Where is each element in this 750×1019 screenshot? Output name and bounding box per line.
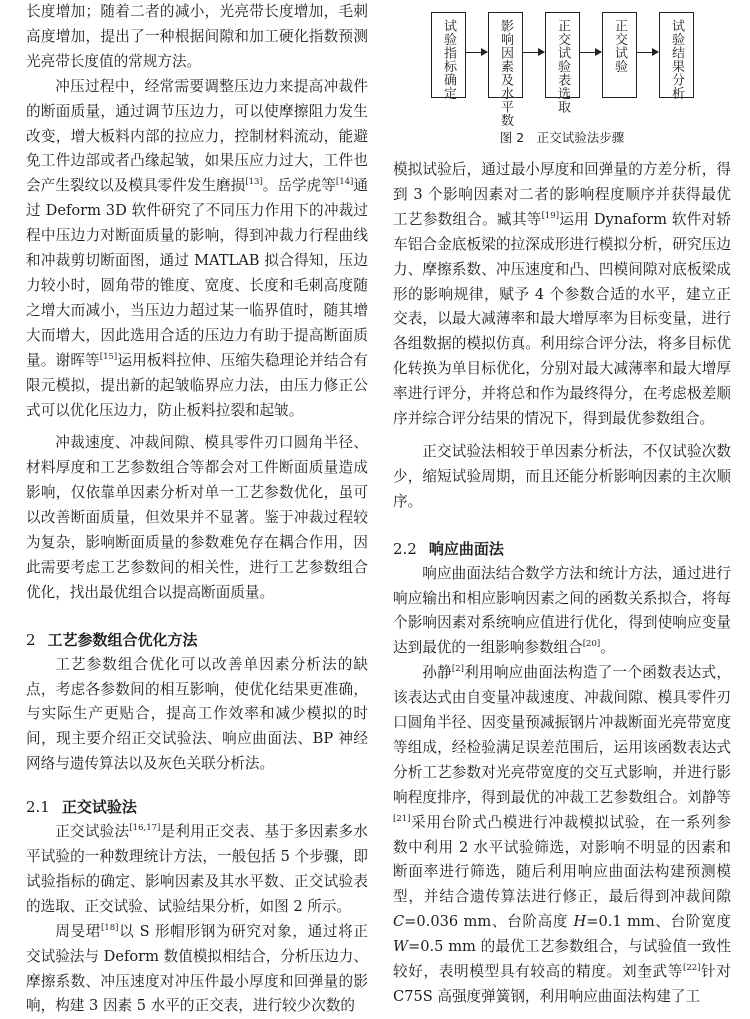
paragraph-text: 正交试验法 [55,823,130,841]
math-variable: C [393,913,405,931]
paragraph [393,562,731,662]
arrow-right-icon [522,52,544,53]
paragraph [26,653,368,778]
paragraph-text: =0.036 mm、台阶高度 [404,913,574,931]
left-column [26,0,368,1019]
section-title: 响应曲面法 [428,539,504,558]
citation: [18] [100,922,119,933]
arrow-right-icon [636,52,658,53]
flow-box-label: 正交试验表选取 [555,19,570,114]
section-title: 正交试验法 [61,798,137,817]
paragraph-text: 利用响应曲面法构造了一个函数表达式，该表达式由自变量冲裁速度、冲裁间隙、模具零件刃口圆角半径、因变量预减振钢片冲裁断面光亮带宽度等组成，经检验满足误差范围后，运用该函数表达式分析工艺参数对光亮带宽度的交互式影响，并进行影响程度排序，得到最优的冲裁工艺参数组合。刘静等 [393,664,731,806]
paragraph [393,440,731,515]
flowchart [393,12,731,127]
flow-box [488,12,523,127]
paragraph-text: 针对 C75S 高强度弹簧钢，利用响应曲面法构建了工 [393,963,731,1005]
flow-box [431,12,466,98]
math-variable: W [393,938,408,956]
paragraph [393,158,731,432]
subsection-heading [393,537,731,562]
paragraph-text: 正交试验法相较于单因素分析法，不仅试验次数少，缩短试验周期，而且还能分析影响因素的主次顺序。 [393,442,731,510]
flow-box-label: 影响因素及水平数 [498,19,513,127]
citation: [15] [99,351,118,362]
arrow-right-icon [579,52,601,53]
citation: [22] [683,963,701,974]
citation: [21] [393,813,411,824]
flow-box-label: 试验结果分析 [669,19,684,100]
paragraph [26,820,368,920]
paragraph-text: 。岳学虎等 [262,177,336,195]
citation: [20] [582,639,601,650]
citation: [14] [335,177,354,188]
paragraph-text: 运用 Dynaform 软件对轿车铝合金底板梁的拉深成形进行模拟分析，研究压边力、摩擦系数、冲压速度和凸、凹模间隙对底板梁成形的影响规律，赋予 4 个参数合适的水平，建立正交表，以最大减薄率和最大增厚率为目标变量，进行各组数据的模拟仿真。利用综合评分法，将多目标优化转换为单目标优化，分别对最大减薄率和最大增厚率进行评分，并将总和作为最终得分，在考虑极差顺序并综合评分结果的情况下，得到最优参数组合。 [393,210,731,428]
math-variable: H [573,913,587,931]
section-title: 工艺参数组合优化方法 [47,630,198,649]
right-column [393,0,731,1010]
paragraph-text: =0.5 mm 的最优工艺参数组合，与试验值一致性较好，表明模型具有较高的精度。刘奎武等 [393,938,731,981]
paragraph [26,75,368,424]
flow-box [602,12,637,98]
flow-box-label: 正交试验 [612,19,627,73]
arrow-right-icon [465,52,487,53]
citation: [16,17] [129,823,161,834]
paragraph-text: 。 [600,639,615,657]
paragraph-text: 工艺参数组合优化可以改善单因素分析法的缺点，考虑各参数间的相互影响，使优化结果更准确，与实际生产更贴合，提高工作效率和减少模拟的时间，现主要介绍正交试验法、响应曲面法、BP 神经网络与遗传算法以及灰色关联分析法。 [26,655,368,773]
paragraph-text: 冲裁速度、冲裁间隙、模具零件刃口圆角半径、材料厚度和工艺参数组合等都会对工件断面质量造成影响，仅依靠单因素分析对单一工艺参数优化，虽可以改善断面质量，但效果并不显著。鉴于冲裁过程较为复杂，影响断面质量的参数难免存在耦合作用，因此需要考虑工艺参数间的相关性，进行工艺参数组合优化，找出最优组合以提高断面质量。 [26,434,368,601]
figure-caption: 图 2 正交试验法步骤 [499,130,625,145]
paragraph-text: 采用台阶式凸模进行冲裁模拟试验，在一系列参数中利用 2 水平试验筛选，对影响不明显的因素和断面率进行筛选，随后利用响应曲面法构建预测模型，并结合遗传算法进行修正，最后得到冲裁间隙 [393,813,731,906]
paragraph-text: 模拟试验后，通过最小厚度和回弹量的方差分析，得到 3 个影响因素对二者的影响程度顺序并获得最优工艺参数组合。臧其等 [393,161,731,228]
paragraph [26,431,368,605]
paragraph-text: 响应曲面法结合数学方法和统计方法，通过进行响应输出和相应影响因素之间的函数关系拟合，将每个影响因素对系统响应值进行优化，得到使响应变量达到最优的一组影响参数组合 [393,564,731,657]
section-number: 2 [26,630,36,649]
paragraph-text: 冲压过程中，经常需要调整压边力来提高冲裁件的断面质量，通过调节压边力，可以使摩擦阻力发生改变，增大板料内部的拉应力，控制材料流动，能避免工件边部或者凸缘起皱，如果压应力过大，工件也会产生裂纹以及模具零件发生磨损 [26,77,368,195]
paragraph-text: 通过 Deform 3D 软件研究了不同压力作用下的冲裁过程中压边力对断面质量的影响，得到冲裁力行程曲线和冲裁剪切断面图，通过 MATLAB 拟合得知，压边力较小时，圆角带的锥度、宽度、长度和毛刺高度随之增大而减小，当压边力超过某一临界值时，随其增大而增大，因此选用合适的压边力有助于提高断面质量。谢晖等 [26,177,368,369]
paragraph [26,920,368,1019]
section-heading [26,628,368,653]
citation: [2] [451,664,464,675]
paragraph-text: 运用板料拉伸、压缩失稳理论并结合有限元模拟，提出新的起皱临界应力法，由压力修正公式可以优化压边力，防止板料拉裂和起皱。 [26,351,368,419]
paragraph-text: 周旻珺 [55,922,101,940]
paragraph-text: =0.1 mm、台阶宽度 [586,913,731,931]
citation: [13] [245,177,263,188]
section-number: 2.1 [26,798,50,817]
paragraph-text: 长度增加；随着二者的减小，光亮带长度增加，毛刺高度增加，提出了一种根据间隙和加工硬化指数预测光亮带长度值的常规方法。 [26,3,368,70]
paragraph-text: 以 S 形帽形钢为研究对象，通过将正交试验法与 Deform 数值模拟相结合，分析压边力、摩擦系数、冲压速度对冲压件最小厚度和回弹量的影响，构建 3 因素 5 水平的正交表，进行较少次数的 [26,922,368,1015]
citation: [19] [541,210,560,221]
flow-box [545,12,580,114]
flow-box [659,12,694,98]
section-number: 2.2 [393,539,417,558]
paragraph [393,661,731,1010]
paragraph-text: 是利用正交表、基于多因素多水平试验的一种数理统计方法，一般包括 5 个步骤，即试验指标的确定、影响因素及其水平数、正交试验表的选取、正交试验、试验结果分析，如图 2 所示。 [26,823,368,915]
paragraph [26,0,368,75]
subsection-heading [26,795,368,820]
flow-box-label: 试验指标确定 [441,19,456,100]
paragraph-text: 孙静 [422,664,452,682]
